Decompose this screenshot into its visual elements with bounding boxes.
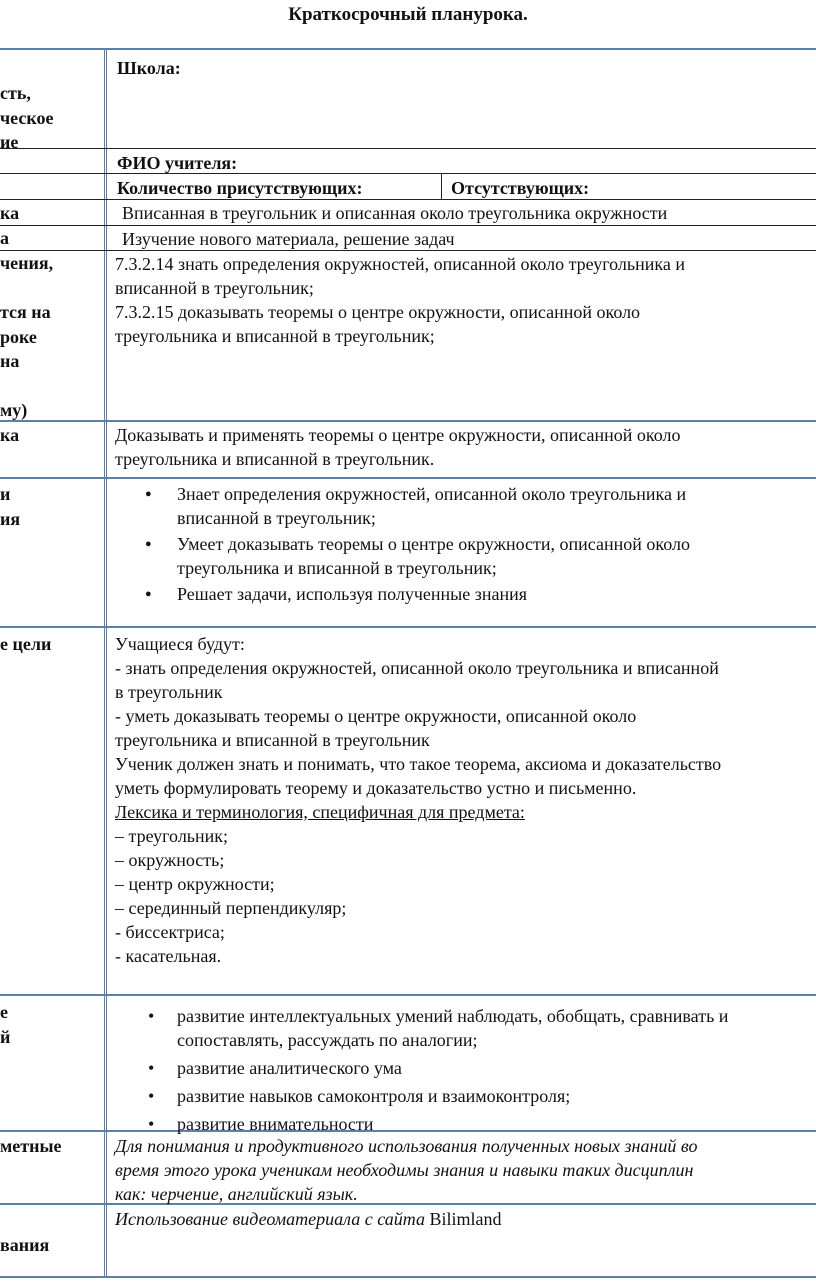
row-divider xyxy=(0,626,816,628)
label-values: е й xyxy=(0,1002,11,1047)
learning-objectives: 7.3.2.14 знать определения окружностей, описанной около треугольника и вписанной в треугольник; 7.3.2.15 доказывать теоремы о центре окружности, описанной около треугольника и вписанной в треугольник; xyxy=(115,254,685,346)
label-objectives: чения, тся на роке на му) xyxy=(0,253,54,420)
teacher-field: ФИО учителя: xyxy=(117,153,238,173)
row-divider xyxy=(0,148,816,149)
absent-count-field: Отсутствующих: xyxy=(451,178,590,198)
list-item: ● Знает определения окружностей, описанной около треугольника и вписанной в треугольник; xyxy=(115,482,816,530)
label-lesson-goal: ка xyxy=(0,425,20,445)
list-item: • развитие аналитического ума xyxy=(115,1056,816,1080)
label-ict: вания xyxy=(0,1234,50,1255)
cell-divider xyxy=(441,173,442,199)
label-interdisciplinary: метные xyxy=(0,1136,62,1156)
interdisciplinary-links: Для понимания и продуктивного использования полученных новых знаний во время этого урока ученикам необходимы знания и навыки таких дисциплин как: черчение, английский язык. xyxy=(115,1136,698,1204)
row-divider xyxy=(0,225,816,226)
column-divider xyxy=(104,48,107,1278)
row-divider xyxy=(0,477,816,479)
lesson-topic: Вписанная в треугольник и описанная около треугольника окружности xyxy=(122,203,668,223)
label-language-goals: е цели xyxy=(0,634,52,654)
ict-usage: Использование видеоматериала с сайта Bilimland xyxy=(115,1209,502,1229)
list-item: • развитие внимательности xyxy=(115,1112,816,1136)
lesson-goal: Доказывать и применять теоремы о центре окружности, описанной около треугольника и вписанной в треугольник. xyxy=(115,425,681,469)
page-title: Краткосрочный планурока. xyxy=(288,4,528,25)
assessment-criteria xyxy=(115,482,816,606)
present-count-field: Количество присутствующих: xyxy=(117,178,363,198)
list-item: • развитие интеллектуальных умений наблюдать, обобщать, сравнивать и сопоставлять, рассуждать по аналогии; xyxy=(115,1004,816,1052)
label-type: а xyxy=(0,228,9,248)
label-criteria: и ия xyxy=(0,484,21,529)
label-row1: сть, ческое ие xyxy=(0,83,54,152)
lesson-type: Изучение нового материала, решение задач xyxy=(122,229,455,249)
value-instilling xyxy=(115,1004,816,1136)
list-item: • развитие навыков самоконтроля и взаимоконтроля; xyxy=(115,1084,816,1108)
language-goals: Учащиеся будут: - знать определения окружностей, описанной около треугольника и вписанной в треугольник - уметь доказывать теоремы о центре окружности, описанной около треугольника и вписанной в треугольник Ученик должен знать и понимать, что такое теорема, аксиома и доказательство уметь формулировать теорему и доказательство устно и письменно. Лексика и терминология, специфичная для предмета: – треугольник; – окружность; – центр окружности; – серединный перпендикуляр; - биссектриса; - касательная. xyxy=(115,634,722,966)
table-top-border xyxy=(0,48,816,50)
list-item: ● Решает задачи, используя полученные знания xyxy=(115,582,816,606)
table-bottom-border xyxy=(0,1276,816,1278)
row-divider xyxy=(0,994,816,996)
list-item: ● Умеет доказывать теоремы о центре окружности, описанной около треугольника и вписанной в треугольник; xyxy=(115,532,816,580)
lexicon-heading: Лексика и терминология, специфичная для предмета: xyxy=(115,802,525,822)
row-divider xyxy=(0,420,816,422)
school-field: Школа: xyxy=(117,58,181,78)
label-topic: ка xyxy=(0,203,20,223)
